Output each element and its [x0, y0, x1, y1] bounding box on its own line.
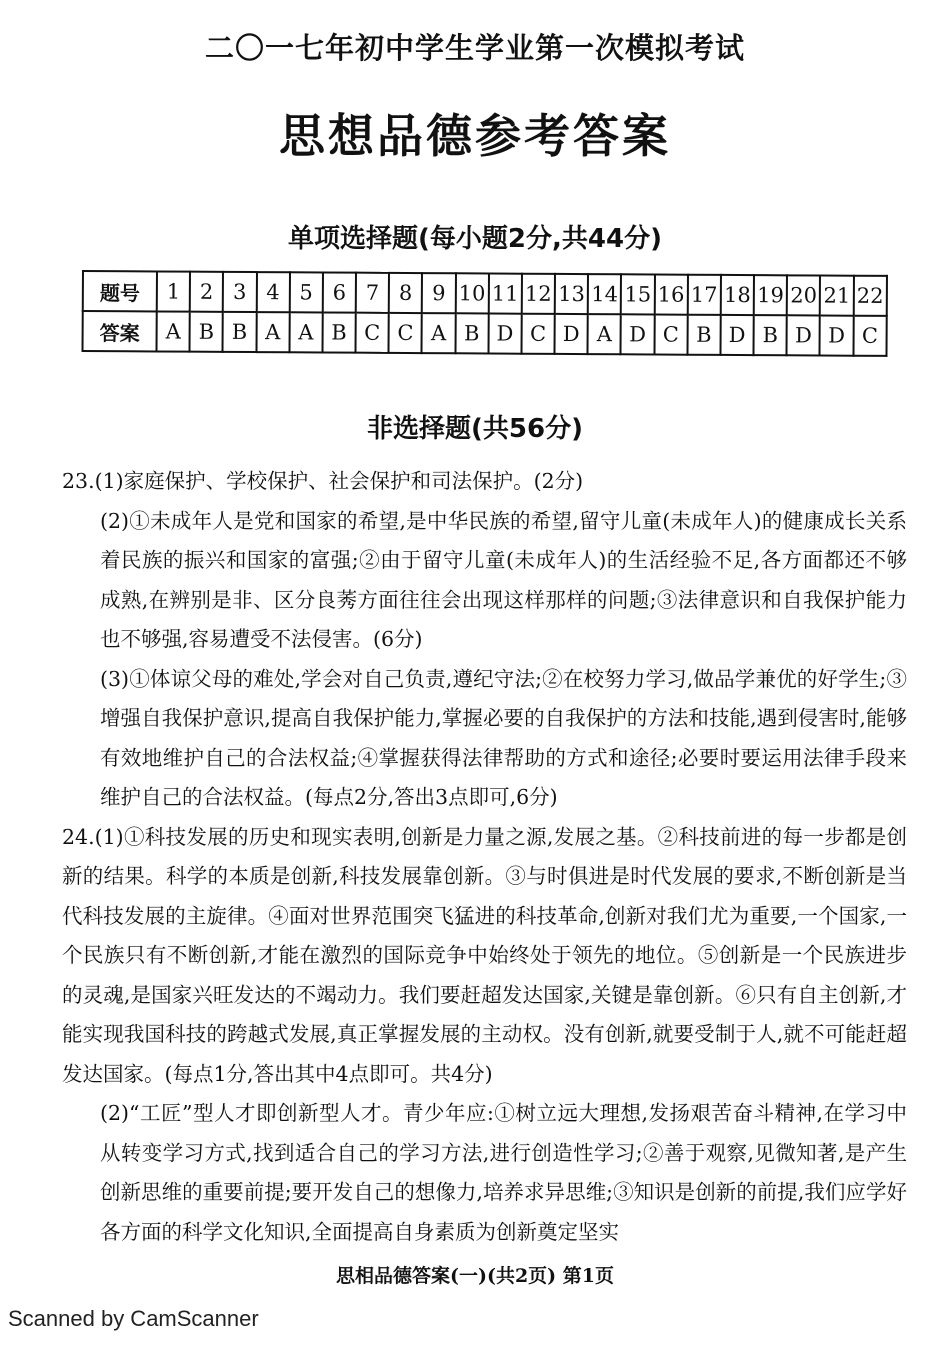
answer-cell: A — [256, 312, 289, 352]
question-number-cell: 2 — [190, 272, 223, 312]
answer-cell: C — [389, 313, 422, 353]
question-number-label: 题号 — [83, 271, 157, 311]
answer-row — [83, 311, 887, 356]
question-number-cell: 11 — [488, 273, 521, 313]
answer-cell: D — [820, 316, 853, 356]
question-number-cell: 12 — [522, 274, 555, 314]
answer-cell: A — [422, 313, 455, 353]
answer-cell: B — [322, 312, 355, 352]
scanner-watermark: Scanned by CamScanner — [8, 1306, 259, 1331]
q24-part2: (2)“工匠”型人才即创新型人才。青少年应:①树立远大理想,发扬艰苦奋斗精神,在学习中从转变学习方式,找到适合自己的学习方法,进行创造性学习;②善于观察,见微知著,是产生创新思维的重要前提;要开发自己的想像力,培养求异思维;③知识是创新的前提,我们应学好各方面的科学文化知识,全面提高自身素质为创新奠定坚实 — [100, 1101, 907, 1244]
answer-cell: A — [588, 314, 621, 354]
question-number-cell: 5 — [289, 272, 322, 312]
answer-cell: D — [720, 315, 753, 355]
answer-table — [81, 270, 887, 357]
question-number-cell: 19 — [754, 275, 787, 315]
answer-cell: B — [455, 313, 488, 353]
answer-cell: B — [754, 315, 787, 355]
question-number-cell: 13 — [555, 274, 588, 314]
q24-part1: 24.(1)①科技发展的历史和现实表明,创新是力量之源,发展之基。②科技前进的每一步都是创新的结果。科学的本质是创新,科技发展靠创新。③与时俱进是时代发展的要求,不断创新是当代科技发展的主旋律。④面对世界范围突飞猛进的科技革命,创新对我们尤为重要,一个国家,一个民族只有不断创新,才能在激烈的国际竞争中始终处于领先的地位。⑤创新是一个民族进步的灵魂,是国家兴旺发达的不竭动力。我们要赶超发达国家,关键是靠创新。⑥只有自主创新,才能实现我国科技的跨越式发展,真正掌握发展的主动权。没有创新,就要受制于人,就不可能赶超发达国家。(每点1分,答出其中4点即可。共4分) — [62, 824, 907, 1086]
question-number-cell: 10 — [455, 273, 488, 313]
q23-part2: (2)①未成年人是党和国家的希望,是中华民族的希望,留守儿童(未成年人)的健康成长关系着民族的振兴和国家的富强;②由于留守儿童(未成年人)的生活经验不足,各方面都还不够成熟,在辨别是非、区分良莠方面往往会出现这样那样的问题;③法律意识和自我保护能力也不够强,容易遭受不法侵害。(6分) — [100, 508, 907, 651]
answer-cell: A — [157, 311, 190, 351]
question-number-cell: 21 — [820, 276, 853, 316]
question-number-cell: 15 — [621, 274, 654, 314]
exam-title: 二〇一七年初中学生学业第一次模拟考试 — [204, 31, 745, 65]
answer-label: 答案 — [83, 311, 157, 351]
question-number-cell: 4 — [256, 272, 289, 312]
answer-cell: B — [190, 312, 223, 352]
non-choice-heading: 非选择题(共56分) — [367, 414, 583, 444]
question-number-cell: 22 — [853, 276, 887, 316]
answer-cell: C — [356, 313, 389, 353]
question-number-cell: 14 — [588, 274, 621, 314]
answer-title: 思想品德参考答案 — [279, 109, 671, 163]
answer-cell: A — [289, 312, 322, 352]
answer-body — [62, 462, 907, 1252]
page-footer: 思相品德答案(一)(共2页) 第1页 — [335, 1265, 614, 1287]
question-number-cell: 17 — [687, 275, 720, 315]
question-number-cell: 1 — [157, 271, 190, 311]
question-number-cell: 18 — [721, 275, 754, 315]
answer-cell: C — [654, 314, 687, 354]
question-number-cell: 7 — [356, 273, 389, 313]
question-number-cell: 20 — [787, 275, 820, 315]
question-number-cell: 8 — [389, 273, 422, 313]
answer-cell: B — [687, 315, 720, 355]
question-number-cell: 9 — [422, 273, 455, 313]
answer-cell: C — [521, 314, 554, 354]
answer-cell: D — [621, 314, 654, 354]
answer-cell: D — [488, 313, 521, 353]
multiple-choice-heading: 单项选择题(每小题2分,共44分) — [288, 224, 662, 254]
question-number-cell: 6 — [323, 272, 356, 312]
question-number-cell: 3 — [223, 272, 256, 312]
question-number-row — [83, 271, 887, 316]
answer-cell: D — [555, 314, 588, 354]
answer-cell: D — [787, 315, 820, 355]
answer-cell: B — [223, 312, 256, 352]
q23-part1: 23.(1)家庭保护、学校保护、社会保护和司法保护。(2分) — [62, 469, 584, 493]
question-number-cell: 16 — [654, 274, 687, 314]
q23-part3: (3)①体谅父母的难处,学会对自己负责,遵纪守法;②在校努力学习,做品学兼优的好学生;③增强自我保护意识,提高自我保护能力,掌握必要的自我保护的方法和技能,遇到侵害时,能够有效地维护自己的合法权益;④掌握获得法律帮助的方式和途径;必要时要运用法律手段来维护自己的合法权益。(每点2分,答出3点即可,6分) — [100, 666, 907, 809]
answer-cell: C — [853, 316, 887, 356]
